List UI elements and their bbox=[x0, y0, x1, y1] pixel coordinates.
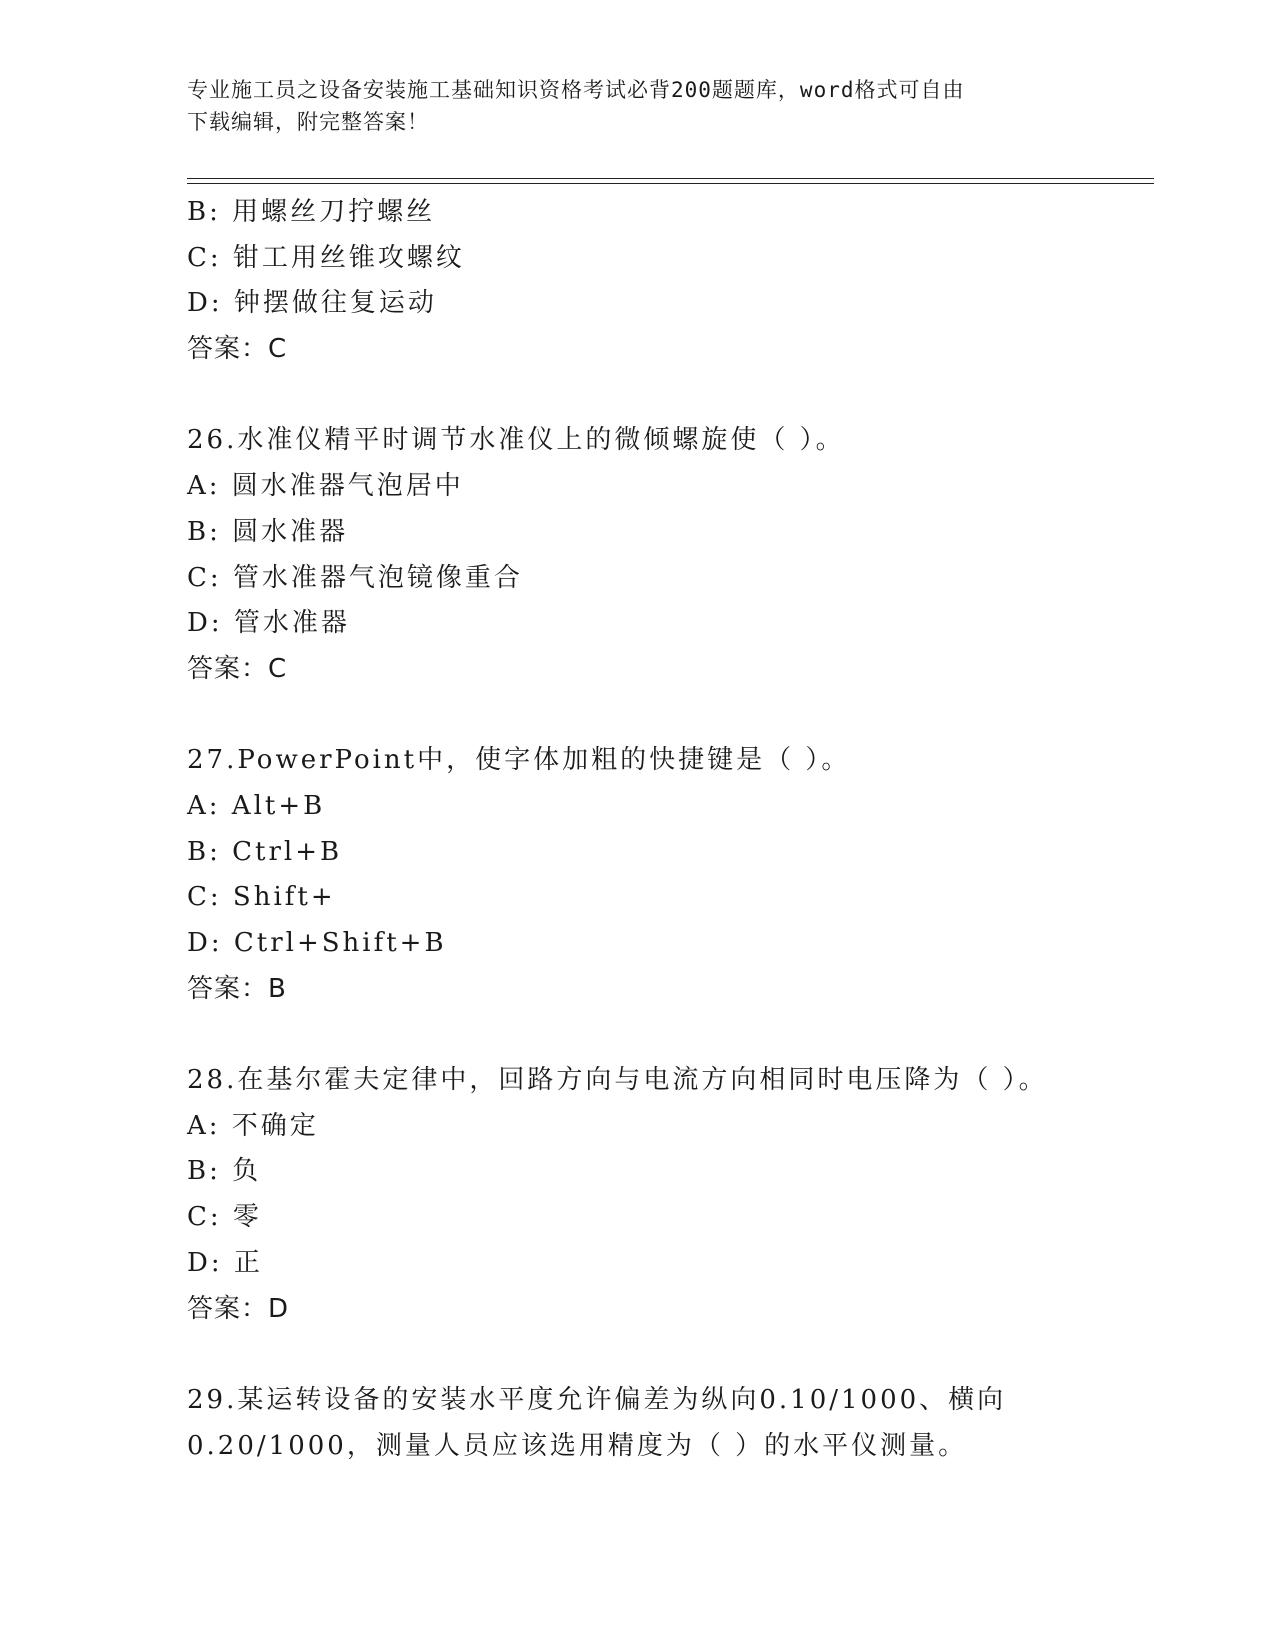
spacer bbox=[187, 373, 1154, 419]
question-25 bbox=[187, 190, 1154, 373]
option-c: C: 管水准器气泡镜像重合 bbox=[187, 562, 523, 593]
option-c: C: 零 bbox=[187, 1202, 262, 1233]
option-d: D: 正 bbox=[187, 1247, 263, 1278]
header-rule-bottom bbox=[187, 183, 1154, 184]
question-text: 27.PowerPoint中，使字体加粗的快捷键是（ ）。 bbox=[187, 745, 851, 776]
answer: 答案：B bbox=[187, 973, 287, 1004]
option-d: D: 钟摆做往复运动 bbox=[187, 288, 437, 319]
spacer bbox=[187, 693, 1154, 739]
option-b: B: 用螺丝刀拧螺丝 bbox=[187, 197, 436, 227]
option-a: A: 圆水准器气泡居中 bbox=[187, 471, 464, 502]
question-26 bbox=[187, 418, 1154, 692]
spacer bbox=[187, 1332, 1154, 1378]
option-d: D: 管水准器 bbox=[187, 608, 350, 639]
header-title-line-2: 下载编辑，附完整答案！ bbox=[187, 110, 429, 134]
option-a: A: 不确定 bbox=[187, 1110, 319, 1141]
question-28 bbox=[187, 1058, 1154, 1332]
question-text-line-1: 29.某运转设备的安装水平度允许偏差为纵向0.10/1000、横向 bbox=[187, 1384, 1007, 1415]
spacer bbox=[187, 1012, 1154, 1058]
option-b: B: 圆水准器 bbox=[187, 516, 349, 547]
question-27 bbox=[187, 738, 1154, 1012]
option-b: B: 负 bbox=[187, 1156, 262, 1187]
answer: 答案：D bbox=[187, 1293, 290, 1324]
option-d: D: Ctrl+Shift+B bbox=[187, 928, 447, 958]
option-c: C: Shift+ bbox=[187, 882, 336, 913]
option-c: C: 钳工用丝锥攻螺纹 bbox=[187, 242, 465, 273]
question-list bbox=[187, 190, 1154, 1469]
question-text: 28.在基尔霍夫定律中，回路方向与电流方向相同时电压降为（ ）。 bbox=[187, 1065, 1048, 1096]
answer: 答案：C bbox=[187, 653, 288, 684]
question-29 bbox=[187, 1378, 1154, 1469]
question-text: 26.水准仪精平时调节水准仪上的微倾螺旋使（ ）。 bbox=[187, 425, 845, 456]
header-rule-top bbox=[187, 178, 1154, 179]
document-header bbox=[187, 74, 1067, 138]
header-title-line-1: 专业施工员之设备安装施工基础知识资格考试必背200题题库，word格式可自由 bbox=[187, 78, 965, 102]
answer: 答案：C bbox=[187, 334, 288, 365]
option-b: B: Ctrl+B bbox=[187, 836, 343, 867]
option-a: A: Alt+B bbox=[187, 790, 326, 821]
question-text-line-2: 0.20/1000，测量人员应该选用精度为（ ）的水平仪测量。 bbox=[187, 1430, 968, 1461]
